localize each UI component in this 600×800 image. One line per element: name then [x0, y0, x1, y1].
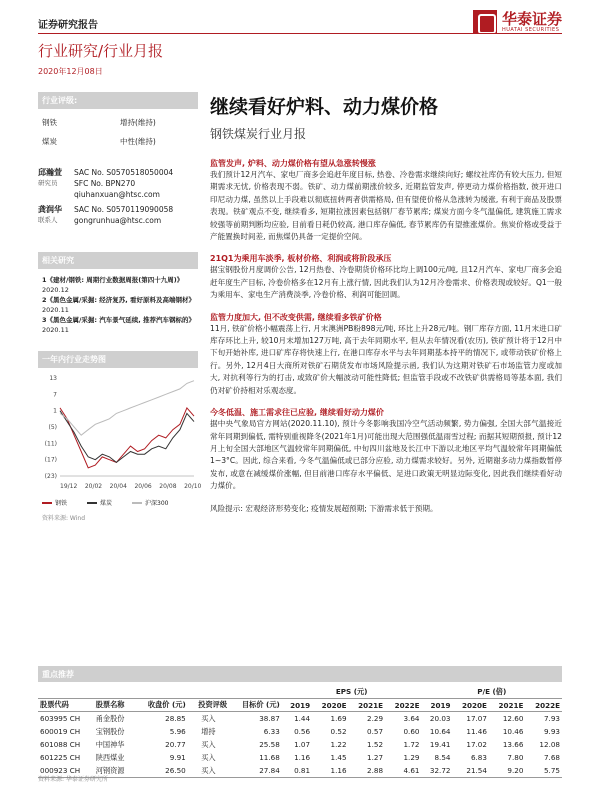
table-cell: 1.22 — [330, 740, 347, 749]
analyst-role: 研究员 — [38, 179, 58, 187]
table-cell: 32.72 — [422, 764, 453, 778]
table-cell: 0.81 — [282, 764, 312, 778]
section-body: 11月, 铁矿价格小幅震荡上行, 月末澳洲PB粉898元/吨, 环比上升28元/吨。钢厂库存方面, 11月末进口矿库存环比上升, 较10月末增加127万吨, 高于去年同期水平, 但从去年情况看(农历), 铁矿预计将于12月中下旬开始补库, 进口矿库存将快速上行, 在港口库存水平与去年同期基本持平的情况下, 或带动铁矿价格上行。另外, 12月4日大商所对铁矿石期货发布市场风险提示函, 我们认为这期对铁矿石市场监管力度或加大, 对抗利等行为的打击, 或致矿价大幅波动可能性降低; 但监管手段或不改铁矿供需格局等基本面, 我们仍对矿价持相对乐观态度。 — [210, 323, 562, 395]
x-tick-label: 20/04 — [109, 483, 127, 490]
column-header: 2022E — [525, 699, 562, 712]
column-header: 2020E — [452, 699, 488, 712]
table-cell: 0.52 — [330, 727, 347, 736]
table-cell: 1.52 — [367, 740, 384, 749]
table-row — [38, 725, 562, 738]
table-cell: 000923 CH — [38, 764, 94, 778]
series-line-2 — [60, 381, 194, 436]
section-head: 21Q1为乘用车淡季, 板材价格、利润或将阶段承压 — [210, 254, 392, 264]
table-cell: 1.27 — [367, 753, 384, 762]
table-cell: 1.16 — [294, 753, 311, 762]
table-cell: 2.88 — [349, 764, 385, 778]
table-cell: 1.29 — [403, 753, 420, 762]
recommend-head: 重点推荐 — [38, 666, 562, 682]
legend-item: 沪深300 — [132, 498, 178, 507]
table-cell: 宝钢股份 — [95, 726, 125, 736]
table-cell: 1.69 — [330, 714, 347, 723]
eps-group: EPS (元) — [282, 686, 422, 699]
table-cell: 6.83 — [470, 753, 487, 762]
table-cell: 10.64 — [429, 727, 451, 736]
table-row — [38, 764, 562, 778]
column-header: 收盘价 (元) — [135, 699, 188, 712]
table-cell: 7.68 — [543, 753, 560, 762]
x-tick-label: 20/06 — [134, 483, 152, 490]
logo-cn: 华泰证券 — [501, 10, 562, 28]
table-cell: 17.07 — [466, 714, 487, 723]
y-tick-label: (17) — [44, 456, 57, 464]
table-cell: 0.56 — [294, 727, 311, 736]
table-cell: 27.84 — [229, 764, 282, 778]
table-cell: 7.93 — [543, 714, 560, 723]
table-cell: 26.50 — [135, 764, 188, 778]
table-cell: 中国神华 — [95, 739, 125, 749]
column-header: 投资评级 — [188, 699, 229, 712]
table-cell: 13.66 — [502, 740, 524, 749]
table-row — [38, 751, 562, 764]
related-item[interactable]: 2《黑色金属/采掘: 经济复苏, 看好原料及高端钢材》 2020.11 — [42, 296, 195, 314]
related-list — [38, 275, 198, 335]
column-header: 2022E — [385, 699, 421, 712]
analyst-cert: SAC No. S0570518050004 — [74, 168, 174, 177]
section-body: 据宝钢股份月度调价公告, 12月热卷、冷卷期货价格环比均上调100元/吨, 且12月汽车、家电厂商多会追赶年度生产目标, 冷卷价格多在12月有上涨行情, 因此我们认为12月冷卷需求、价格表现或较好。Q1一般为乘用车、家电生产消费淡季, 冷卷价格、利润可能回调。 — [210, 265, 562, 300]
y-tick-label: (23) — [44, 473, 57, 480]
table-cell: 河钢资源 — [94, 764, 135, 778]
recommend-table — [38, 686, 562, 778]
table-cell: 21.54 — [452, 764, 488, 778]
pe-group: P/E (倍) — [422, 686, 563, 699]
table-cell: 1.16 — [312, 764, 348, 778]
table-cell: 0.60 — [403, 727, 420, 736]
table-cell: 7.80 — [507, 753, 524, 762]
table-cell: 1.45 — [330, 753, 347, 762]
x-tick-label: 19/12 — [60, 483, 78, 490]
logo-en: HUATAI SECURITIES — [501, 27, 560, 33]
huatai-logo-icon — [473, 10, 497, 34]
table-source: 资料来源: 华泰证券研究所 — [38, 776, 108, 783]
rating-row — [38, 136, 198, 147]
series-line-0 — [60, 408, 194, 468]
rating-value: 中性(维持) — [120, 137, 156, 146]
analyst-email[interactable]: qiuhanxuan@htsc.com — [74, 190, 160, 199]
analyst-name: 邱瀚萱 — [38, 168, 62, 177]
table-cell: 17.02 — [466, 740, 487, 749]
table-cell: 600019 CH — [40, 727, 81, 736]
trend-chart-svg — [38, 372, 202, 492]
related-item[interactable]: 1《建材/钢铁: 周期行业数据周报(第四十九周)》 2020.12 — [42, 276, 184, 294]
table-cell: 陕西煤业 — [95, 752, 125, 762]
x-tick-label: 20/10 — [184, 483, 202, 490]
y-tick-label: (11) — [44, 440, 57, 448]
column-header: 股票代码 — [38, 699, 94, 712]
rating-row — [38, 117, 198, 128]
table-cell: 6.33 — [263, 727, 280, 736]
table-cell: 601088 CH — [40, 740, 81, 749]
table-cell: 9.20 — [489, 764, 525, 778]
chart-source: 资料来源: Wind — [42, 515, 86, 522]
column-header: 股票名称 — [94, 699, 135, 712]
x-tick-label: 20/08 — [159, 483, 177, 490]
rating-head: 行业评级: — [38, 92, 198, 109]
table-cell: 1.72 — [403, 740, 420, 749]
header-divider — [38, 33, 562, 34]
table-cell: 10.46 — [502, 727, 524, 736]
report-date: 2020年12月08日 — [38, 67, 103, 76]
analyst-name: 龚润华 — [38, 205, 62, 214]
column-header: 2021E — [489, 699, 525, 712]
table-cell: 19.41 — [429, 740, 451, 749]
table-row — [38, 712, 562, 726]
y-tick-label: 7 — [53, 391, 57, 399]
analyst-cert2: SFC No. BPN270 — [74, 179, 136, 188]
table-cell: 买入 — [201, 739, 216, 749]
table-cell: 11.68 — [259, 753, 280, 762]
column-header: 2020E — [312, 699, 348, 712]
section-body: 据中央气象局官方网站(2020.11.10), 预计今冬影响我国冷空气活动频繁, 势力偏强, 全国大部气温接近常年同期到偏低, 需特别重视降冬(2021年1月)可能出现大范围强低温雨雪过程; 而据其短期预报, 预计12月上旬全国大部地区气温较常年同期偏低, 中旬四川盆地及长江中下游以北地区平均气温较常年同期偏低1~3°C。因此, 综合来看, 今冬气温偏低或已部分应验, 动力煤需求较好。另外, 近期谢多动力煤指数暂停发布, 或意在减缓煤价涨幅, 但目前港口库存水平偏低、足进口政策无明显边际变化, 因此我们继续看好动力煤价。 — [210, 419, 562, 491]
sidebar — [38, 92, 202, 522]
table-cell: 0.57 — [367, 727, 384, 736]
table-cell: 1.07 — [294, 740, 311, 749]
analyst-email[interactable]: gongrunhua@htsc.com — [74, 216, 162, 225]
table-cell: 12.60 — [502, 714, 524, 723]
column-header: 目标价 (元) — [229, 699, 282, 712]
table-cell: 买入 — [201, 713, 216, 723]
chart-head: 一年内行业走势图 — [38, 351, 198, 368]
column-header: 2021E — [349, 699, 385, 712]
x-tick-label: 20/02 — [84, 483, 103, 490]
table-cell: 甬金股份 — [95, 713, 125, 723]
table-cell: 28.85 — [165, 714, 186, 723]
logo — [473, 10, 562, 34]
column-header: 2019 — [422, 699, 453, 712]
table-cell: 买入 — [188, 764, 229, 778]
report-type-label: 证券研究报告 — [38, 20, 98, 31]
series-line-1 — [60, 411, 194, 463]
section-head: 监管发声, 炉料、动力煤价格有望从急涨转慢涨 — [210, 159, 376, 168]
table-cell: 8.54 — [434, 753, 451, 762]
table-cell: 3.64 — [403, 714, 420, 723]
table-cell: 25.58 — [259, 740, 280, 749]
analyst-role: 联系人 — [38, 216, 58, 224]
main-title: 继续看好炉料、动力煤价格 — [210, 96, 439, 118]
main-subtitle: 钢铁煤炭行业月报 — [210, 127, 307, 141]
risk-note: 风险提示: 宏观经济形势变化; 疫情发展超预期; 下游需求低于预期。 — [210, 503, 438, 513]
analyst-block — [38, 167, 198, 200]
y-tick-label: 1 — [53, 407, 57, 415]
column-header: 2019 — [282, 699, 312, 712]
related-item[interactable]: 3《黑色金属/采掘: 汽车景气延续, 推荐汽车钢标的》 2020.11 — [42, 316, 195, 334]
chart-legend — [38, 498, 198, 507]
related-head: 相关研究 — [38, 252, 198, 269]
y-tick-label: 13 — [49, 375, 57, 382]
table-cell: 增持 — [201, 726, 216, 736]
table-cell: 买入 — [201, 752, 216, 762]
table-cell: 9.93 — [543, 727, 560, 736]
table-cell: 38.87 — [259, 714, 280, 723]
analyst-block — [38, 204, 198, 226]
legend-item: 钢铁 — [42, 498, 77, 507]
table-row — [38, 738, 562, 751]
analyst-cert: SAC No. S0570119090058 — [74, 205, 174, 214]
table-cell: 5.96 — [169, 727, 186, 736]
legend-item: 煤炭 — [87, 498, 122, 507]
section-body: 我们预计12月汽车、家电厂商多会追赶年度目标, 热卷、冷卷需求继续向好; 螺纹社库仍有较大压力, 但短期需求无忧, 价格表现不弱。铁矿、动力煤前期涨价较多, 近期监管发声, 停更动力煤价格指数, 彼开进口印尼动力煤, 虽然以上手段难以彻底扭转两者供需格局, 但有望使价格从急涨转为缓涨, 有利于商品及股票表现。铁矿观点不变, 继续看多, 短期拉涨因素包括钢厂春节累库; 煤炭方面今冬气温偏低, 建筑施工需求较强等前期判断均应验, 目前看日耗仍较高, 港口库存偏低, 春节累库仍有望推涨煤价。焦炭价格或受益于产能置换时间差, 而焦煤仍具备一定提价空间。 — [210, 170, 562, 242]
table-cell: 20.03 — [429, 714, 451, 723]
report-category: 行业研究/行业月报 — [38, 42, 164, 60]
main-content — [210, 92, 562, 514]
y-tick-label: (5) — [48, 424, 57, 431]
table-cell: 1.44 — [294, 714, 311, 723]
rating-name: 煤炭 — [42, 137, 57, 146]
table-cell: 4.61 — [385, 764, 421, 778]
trend-chart — [38, 372, 202, 496]
section-head: 今冬低温、施工需求往已应验, 继续看好动力煤价 — [210, 408, 384, 418]
table-cell: 11.46 — [466, 727, 487, 736]
section-head: 监管力度加大, 但不改变供需, 继续看多铁矿价格 — [210, 312, 382, 322]
rating-value: 增持(维持) — [120, 118, 156, 127]
table-cell: 5.75 — [525, 764, 562, 778]
table-cell: 2.29 — [367, 714, 384, 723]
rating-name: 钢铁 — [42, 118, 57, 127]
table-cell: 9.91 — [169, 753, 186, 762]
table-cell: 12.08 — [539, 740, 560, 749]
table-cell: 20.77 — [165, 740, 186, 749]
table-cell: 601225 CH — [40, 753, 81, 762]
table-cell: 603995 CH — [40, 714, 81, 723]
